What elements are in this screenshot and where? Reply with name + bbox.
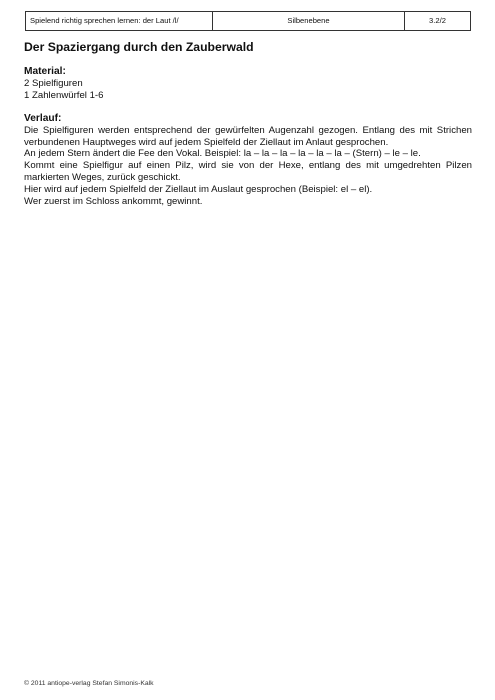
verlauf-paragraph: Kommt eine Spielfigur auf einen Pilz, wird sie von der Hexe, entlang des mit umgedrehten Pilzen markierten Weges, zurück geschickt. [24, 160, 472, 183]
material-item: 1 Zahlenwürfel 1-6 [24, 89, 104, 101]
verlauf-paragraph: An jedem Stern ändert die Fee den Vokal. Beispiel: la – la – la – la – la – la – (Stern) – le – le. [24, 148, 421, 160]
verlauf-heading: Verlauf: [24, 113, 62, 124]
copyright-footer: © 2011 antiope-verlag Stefan Simonis-Kalk [24, 680, 154, 687]
header-row [26, 12, 471, 31]
header-level: Silbenebene [213, 12, 405, 31]
verlauf-paragraph: Hier wird auf jedem Spielfeld der Ziellaut im Auslaut gesprochen (Beispiel: el – el). [24, 183, 373, 195]
material-item: 2 Spielfiguren [24, 77, 83, 89]
verlauf-paragraph: Die Spielfiguren werden entsprechend der gewürfelten Augenzahl gezogen. Entlang des mit Strichen verbundenen Hauptweges wird auf jedem Spielfeld der Ziellaut im Anlaut gesprochen. [24, 124, 472, 148]
header-table [25, 11, 471, 31]
verlauf-paragraph: Wer zuerst im Schloss ankommt, gewinnt. [24, 195, 203, 207]
material-section [24, 66, 472, 101]
header-topic: Spielend richtig sprechen lernen: der Laut /l/ [26, 12, 213, 31]
header-number: 3.2/2 [405, 12, 471, 31]
material-heading: Material: [24, 66, 66, 77]
page-title: Der Spaziergang durch den Zauberwald [24, 40, 254, 54]
verlauf-section [24, 113, 472, 207]
